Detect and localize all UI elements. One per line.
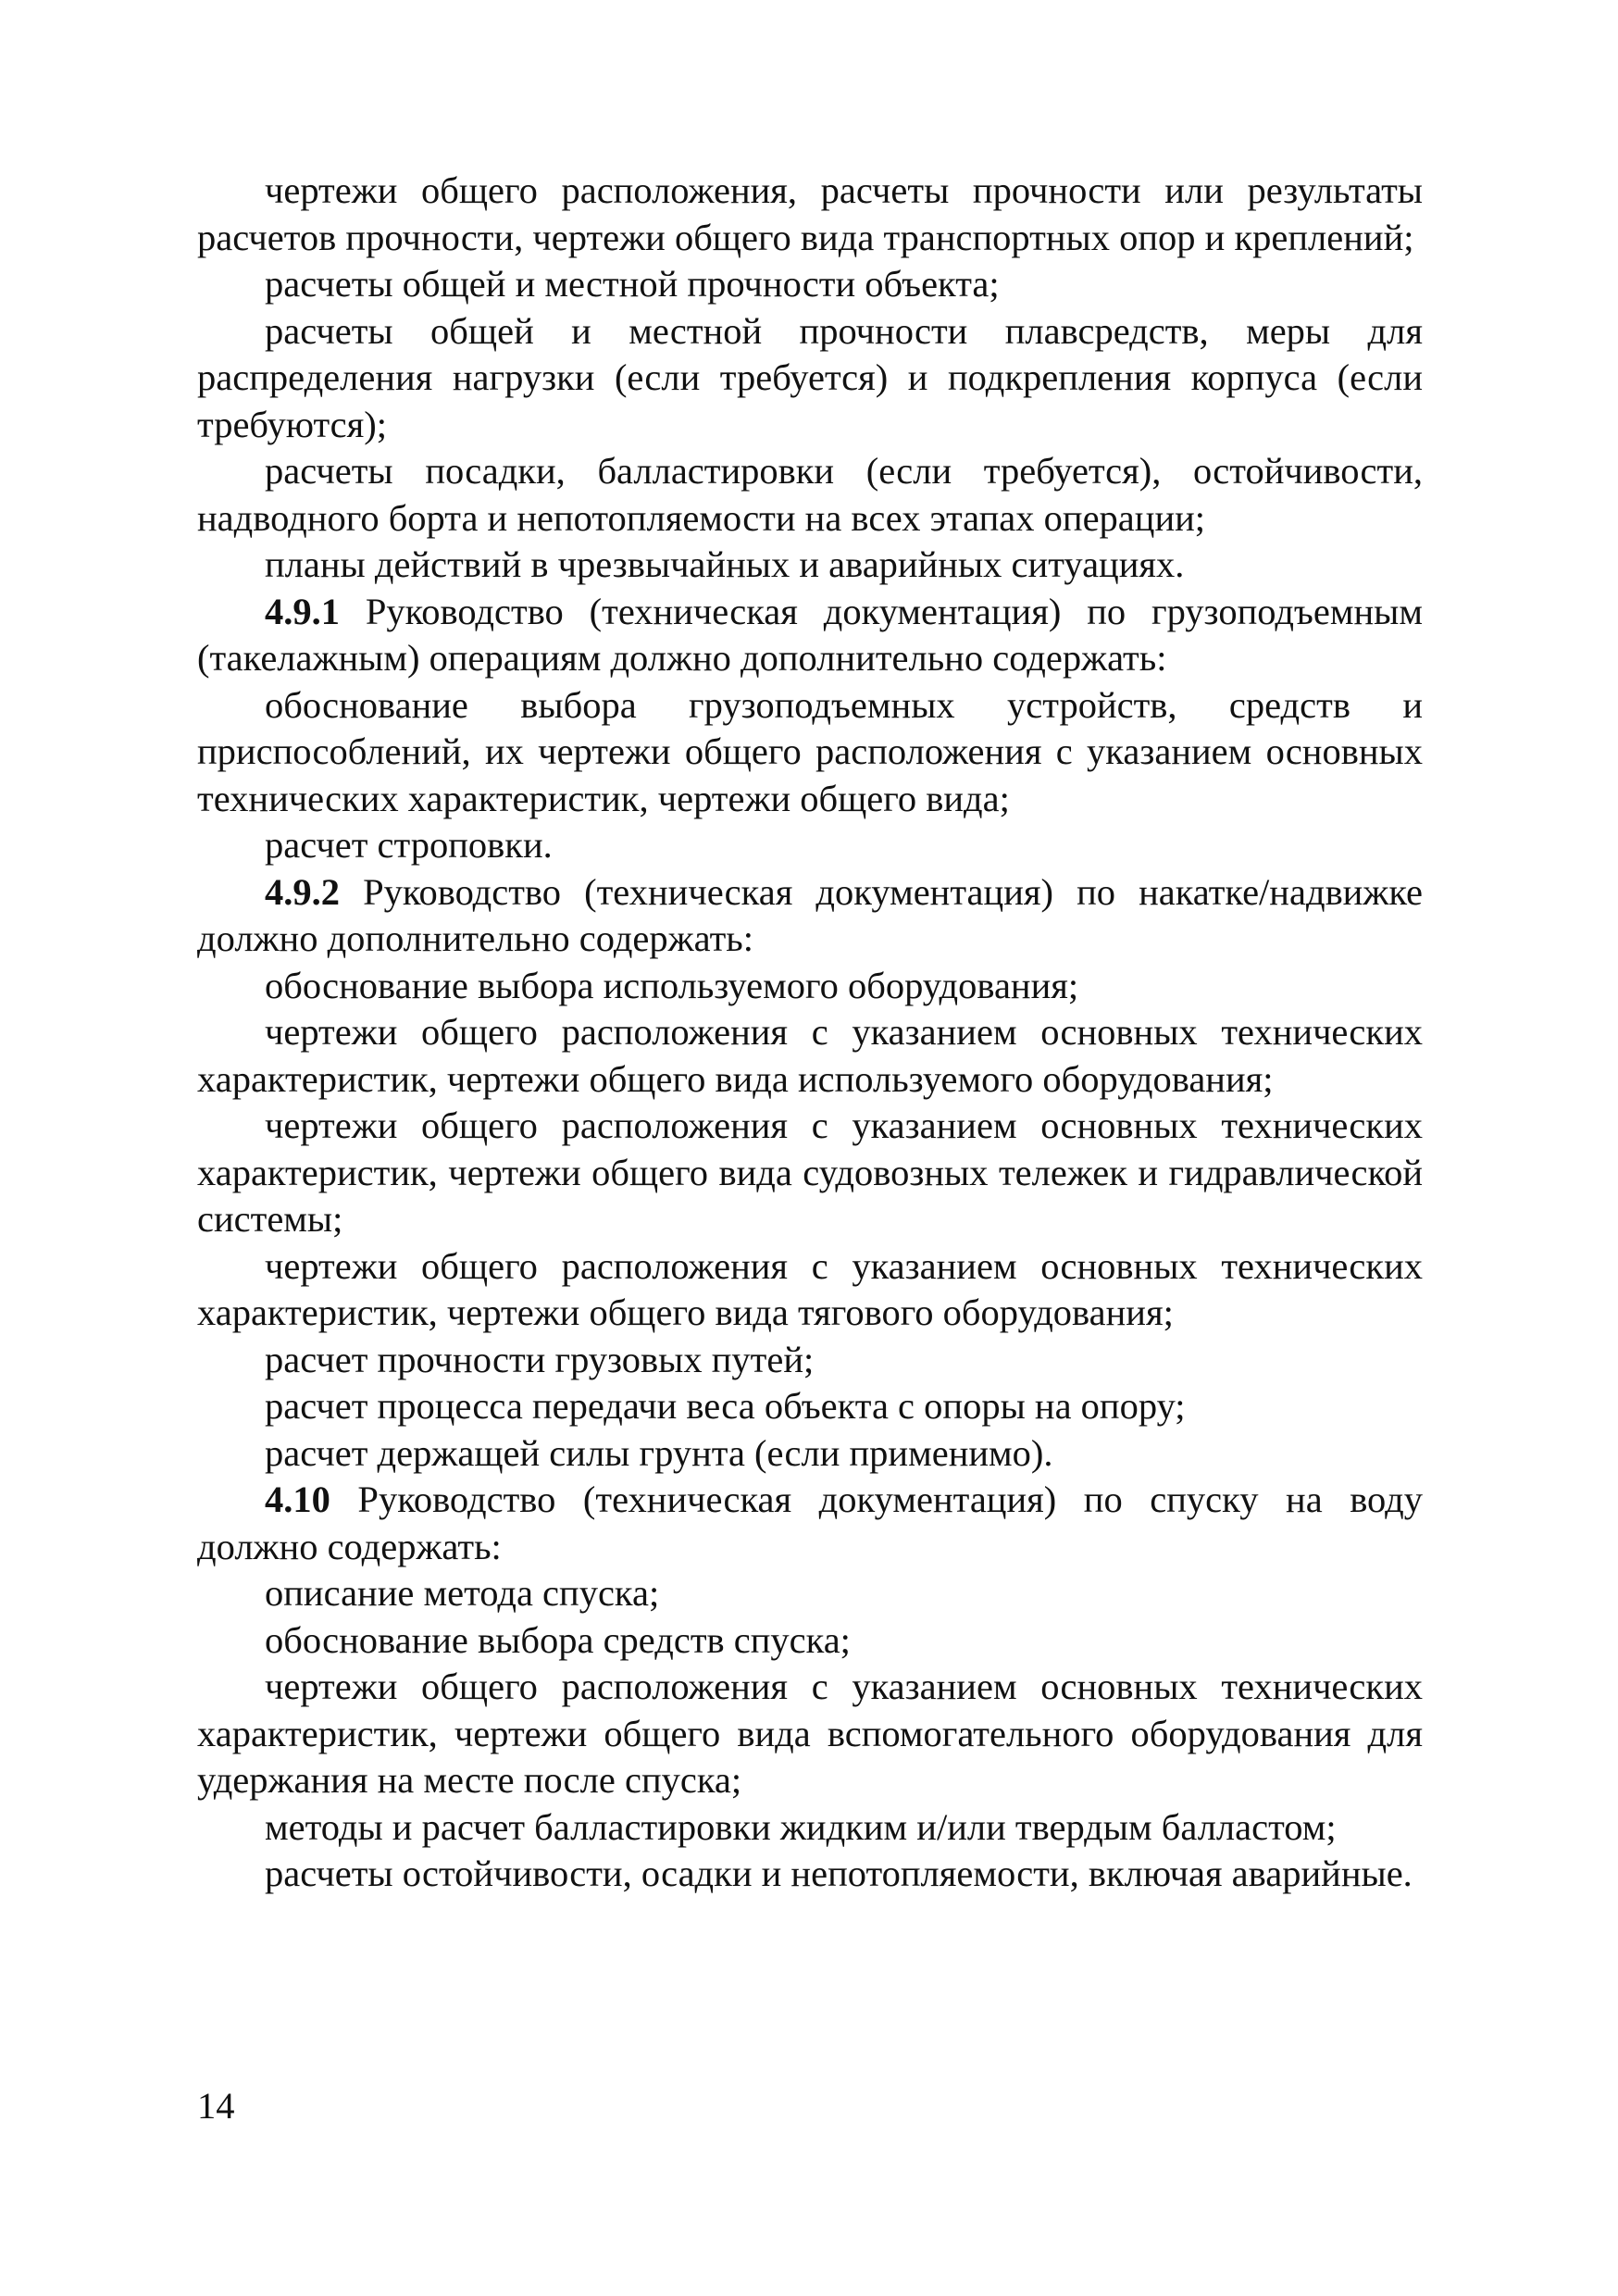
- paragraph: расчеты посадки, балластировки (если требуется), остойчивости, надводного борта и непотопляемости на всех этапах операции;: [197, 450, 1423, 539]
- paragraph: обоснование выбора средств спуска;: [265, 1618, 851, 1661]
- paragraph: чертежи общего расположения, расчеты прочности или результаты расчетов прочности, чертежи общего вида транспортных опор и креплений;: [197, 169, 1423, 258]
- clause-4-9-2: 4.9.2 Руководство (техническая документация) по накатке/надвижке должно дополнительно содержать:: [197, 870, 1423, 959]
- paragraph: чертежи общего расположения с указанием основных технических характеристик, чертежи общего вида судовозных тележек и гидравлической системы;: [197, 1104, 1423, 1240]
- paragraph: расчеты общей и местной прочности плавсредств, меры для распределения нагрузки (если требуется) и подкрепления корпуса (если требуются);: [197, 309, 1423, 445]
- paragraph: описание метода спуска;: [265, 1572, 660, 1614]
- paragraph: методы и расчет балластировки жидким и/или твердым балластом;: [265, 1805, 1337, 1848]
- clause-4-9-1: 4.9.1 Руководство (техническая документация) по грузоподъемным (такелажным) операциям должно дополнительно содержать:: [197, 590, 1423, 679]
- paragraph: расчет держащей силы грунта (если применимо).: [265, 1431, 1053, 1474]
- paragraph: чертежи общего расположения с указанием основных технических характеристик, чертежи общего вида тягового оборудования;: [197, 1244, 1423, 1333]
- clause-number: 4.10: [265, 1479, 330, 1520]
- paragraph: чертежи общего расположения с указанием основных технических характеристик, чертежи общего вида вспомогательного оборудования для удержания на месте после спуска;: [197, 1666, 1423, 1801]
- clause-4-10: 4.10 Руководство (техническая документация) по спуску на воду должно содержать:: [197, 1479, 1423, 1567]
- clause-number: 4.9.2: [265, 870, 340, 913]
- page-body: [197, 168, 1423, 1898]
- paragraph: обоснование выбора грузоподъемных устройств, средств и приспособлений, их чертежи общего расположения с указанием основных технических характеристик, чертежи общего вида;: [197, 683, 1423, 819]
- paragraph: расчет процесса передачи веса объекта с опоры на опору;: [265, 1385, 1186, 1427]
- page-number: 14: [197, 2085, 235, 2127]
- paragraph: расчет строповки.: [265, 824, 553, 866]
- paragraph: расчет прочности грузовых путей;: [265, 1338, 815, 1380]
- paragraph: чертежи общего расположения с указанием основных технических характеристик, чертежи общего вида используемого оборудования;: [197, 1011, 1423, 1100]
- clause-number: 4.9.1: [265, 590, 340, 632]
- paragraph: расчеты общей и местной прочности объекта;: [265, 263, 1000, 305]
- paragraph: планы действий в чрезвычайных и аварийных ситуациях.: [265, 543, 1185, 585]
- paragraph: расчеты остойчивости, осадки и непотопляемости, включая аварийные.: [265, 1853, 1413, 1894]
- paragraph: обоснование выбора используемого оборудования;: [265, 964, 1079, 1006]
